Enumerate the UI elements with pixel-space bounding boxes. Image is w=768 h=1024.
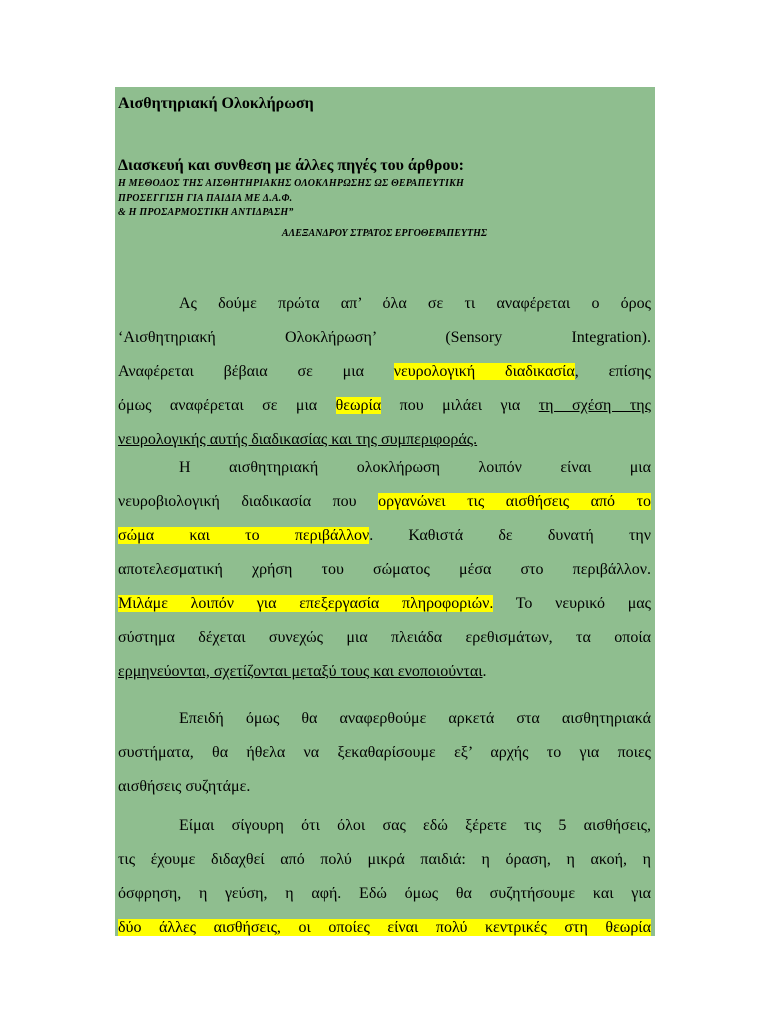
underlined-text: νευρολογικής αυτής διαδικασίας και της συμπεριφοράς.: [118, 431, 478, 448]
document-author: ΑΛΕΞΑΝΔΡΟΥ ΣΤΡΑΤΟΣ ΕΡΓΟΘΕΡΑΠΕΥΤΗΣ: [281, 228, 488, 239]
text-line: Μιλάμε λοιπόν για επεξεργασία πληροφοριών. Το νευρικό μας: [118, 595, 651, 612]
paragraph: [118, 287, 651, 457]
underlined-text: ερμηνεύονται, σχετίζονται μεταξύ τους και ενοποιούνται: [118, 663, 483, 680]
document-title: Αισθητηριακή Ολοκλήρωση: [118, 95, 314, 112]
text-line: σύστημα δέχεται συνεχώς μια πλειάδα ερεθισμάτων, τα οποία: [118, 629, 651, 646]
text-line: νευροβιολογική διαδικασία που οργανώνει τις αισθήσεις από το: [118, 493, 651, 510]
document-subtitle: Διασκευή και συνθεση με άλλες πηγές του άρθρου:: [118, 157, 464, 174]
underlined-text: τη σχέση της: [538, 397, 651, 414]
text-line: σώμα και το περιβάλλον. Καθιστά δε δυνατή την: [118, 527, 651, 544]
paragraph: [118, 809, 651, 936]
text-line: τις έχουμε διδαχθεί από πολύ μικρά παιδιά: η όραση, η ακοή, η: [118, 851, 651, 868]
source-line: ΠΡΟΣΕΓΓΙΣΗ ΓΙΑ ΠΑΙΔΙΑ ΜΕ Δ.Α.Φ.: [118, 193, 293, 204]
highlighted-text: θεωρία: [335, 397, 382, 414]
text-line: αισθήσεις συζητάμε.: [118, 778, 251, 795]
text-line: [118, 911, 651, 936]
text-line: συστήματα, θα ήθελα να ξεκαθαρίσουμε εξ’ αρχής το για ποιες: [118, 744, 651, 761]
source-line: Η ΜΕΘΟΔΟΣ ΤΗΣ ΑΙΣΘΗΤΗΡΙΑΚΗΣ ΟΛΟΚΛΗΡΩΣΗΣ ΩΣ ΘΕΡΑΠΕΥΤΙΚΗ: [118, 178, 464, 189]
text-line: Είμαι σίγουρη ότι όλοι σας εδώ ξέρετε τις 5 αισθήσεις,: [179, 817, 651, 834]
text-line: όμως αναφέρεται σε μια θεωρία που μιλάει για τη σχέση της: [118, 397, 651, 414]
text-line: Η αισθητηριακή ολοκλήρωση λοιπόν είναι μια: [179, 459, 651, 476]
text-line: όσφρηση, η γεύση, η αφή. Εδώ όμως θα συζητήσουμε και για: [118, 885, 651, 902]
source-line: & Η ΠΡΟΣΑΡΜΟΣΤΙΚΗ ΑΝΤΙΔΡΑΣΗ”: [118, 207, 294, 218]
text-line: αποτελεσματική χρήση του σώματος μέσα στο περιβάλλον.: [118, 561, 651, 578]
paragraph: [118, 702, 651, 804]
highlighted-text: νευρολογική διαδικασία: [393, 363, 575, 380]
highlighted-text: Μιλάμε λοιπόν για επεξεργασία πληροφοριών.: [118, 595, 494, 612]
paragraph: [118, 451, 651, 689]
highlighted-text: οργανώνει τις αισθήσεις από το: [378, 493, 651, 510]
text-line: Ας δούμε πρώτα απ’ όλα σε τι αναφέρεται ο όρος: [179, 295, 651, 312]
text-line: Επειδή όμως θα αναφερθούμε αρκετά στα αισθητηριακά: [179, 710, 651, 727]
highlighted-text: σώμα και το περιβάλλον: [118, 527, 370, 544]
text-line: ‘Αισθητηριακή Ολοκλήρωση’ (Sensory Integration).: [118, 329, 651, 346]
text-line: ερμηνεύονται, σχετίζονται μεταξύ τους και ενοποιούνται.: [118, 663, 487, 680]
document-page: [115, 87, 655, 936]
text-line: Αναφέρεται βέβαια σε μια νευρολογική διαδικασία, επίσης: [118, 363, 651, 380]
highlighted-text: δύο άλλες αισθήσεις, οι οποίες είναι πολύ κεντρικές στη θεωρία: [118, 919, 651, 936]
